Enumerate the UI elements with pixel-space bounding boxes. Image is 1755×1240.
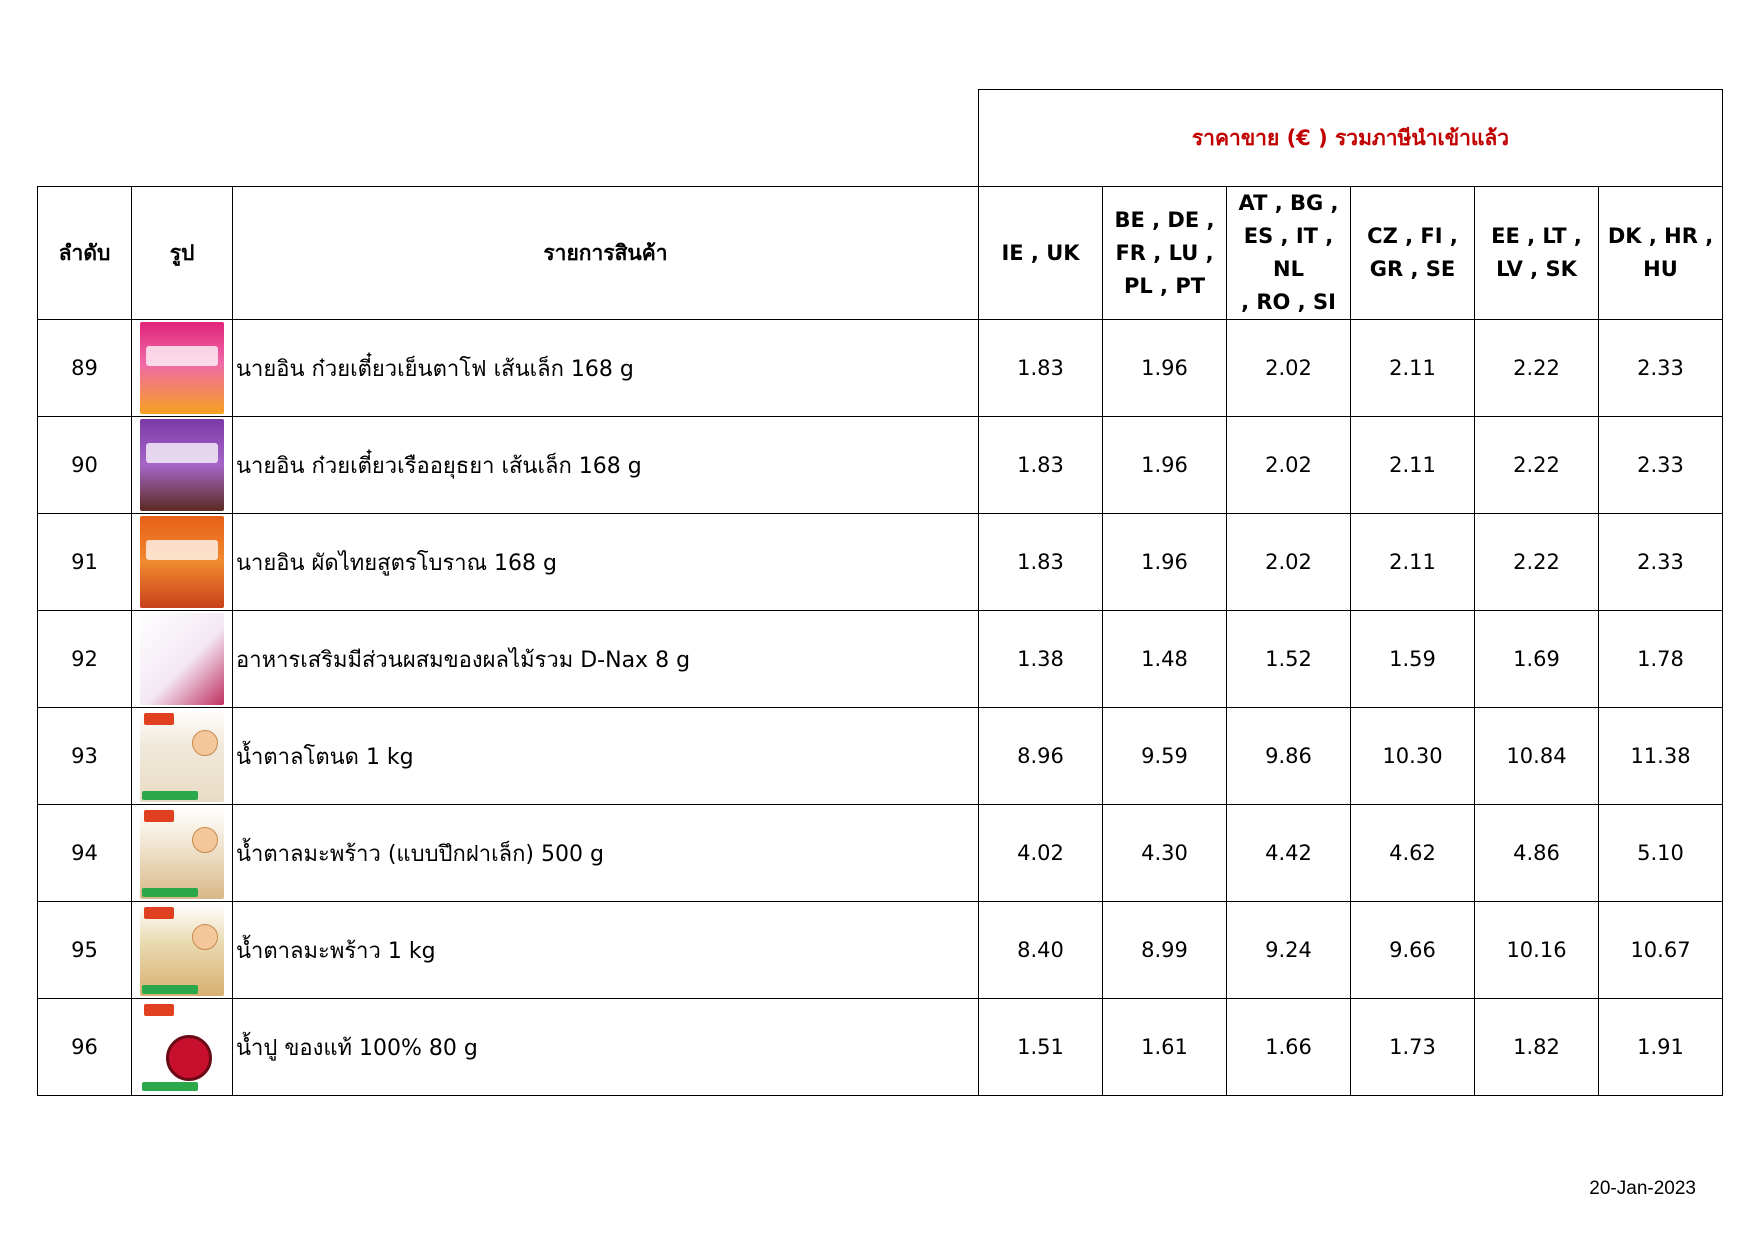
price-cell: 1.83	[979, 320, 1103, 417]
price-cell: 1.78	[1599, 611, 1723, 708]
product-image-cell	[132, 805, 233, 902]
table-row	[38, 999, 1723, 1096]
price-cell: 2.11	[1351, 320, 1475, 417]
price-cell: 1.73	[1351, 999, 1475, 1096]
blank-corner	[38, 90, 979, 187]
price-cell: 11.38	[1599, 708, 1723, 805]
product-name: น้ำตาลมะพร้าว 1 kg	[233, 902, 979, 999]
header-product: รายการสินค้า	[233, 187, 979, 320]
banner-row	[38, 90, 1723, 187]
product-image-cell	[132, 611, 233, 708]
row-number: 94	[38, 805, 132, 902]
promo-strip-icon	[142, 1082, 198, 1091]
promo-strip-icon	[142, 985, 198, 994]
package-label-icon	[146, 346, 218, 366]
table-row	[38, 514, 1723, 611]
price-cell: 1.66	[1227, 999, 1351, 1096]
price-cell: 1.61	[1103, 999, 1227, 1096]
package-label-icon	[146, 540, 218, 560]
row-number: 96	[38, 999, 132, 1096]
crab-paste-jar-icon	[140, 1001, 224, 1093]
price-cell: 2.22	[1475, 417, 1599, 514]
country-line: PL , PT	[1123, 273, 1206, 298]
price-cell: 2.33	[1599, 320, 1723, 417]
price-cell: 2.02	[1227, 320, 1351, 417]
row-number: 89	[38, 320, 132, 417]
header-seq: ลำดับ	[38, 187, 132, 320]
delivery-truck-icon	[144, 810, 174, 822]
price-cell: 2.11	[1351, 417, 1475, 514]
country-line: EE , LT ,	[1491, 224, 1582, 248]
table-row	[38, 902, 1723, 999]
price-cell: 1.96	[1103, 417, 1227, 514]
country-line: , RO , SI	[1241, 290, 1336, 314]
price-cell: 1.82	[1475, 999, 1599, 1096]
weight-badge-icon	[192, 827, 218, 853]
country-line: BE , DE ,	[1114, 207, 1215, 232]
yentafo-noodle-pack-icon	[140, 322, 224, 414]
product-name: นายอิน ผัดไทยสูตรโบราณ 168 g	[233, 514, 979, 611]
price-cell: 8.40	[979, 902, 1103, 999]
product-image-cell	[132, 708, 233, 805]
promo-strip-icon	[142, 791, 198, 800]
promo-strip-icon	[142, 888, 198, 897]
table-row	[38, 805, 1723, 902]
country-line: HU	[1643, 257, 1678, 281]
price-cell: 9.66	[1351, 902, 1475, 999]
product-image-cell	[132, 514, 233, 611]
price-cell: 8.96	[979, 708, 1103, 805]
price-cell: 4.02	[979, 805, 1103, 902]
coconut-sugar-bag-icon	[140, 904, 224, 996]
row-number: 91	[38, 514, 132, 611]
header-row	[38, 187, 1723, 320]
price-cell: 1.96	[1103, 320, 1227, 417]
price-cell: 9.59	[1103, 708, 1227, 805]
price-cell: 4.30	[1103, 805, 1227, 902]
price-cell: 8.99	[1103, 902, 1227, 999]
package-label-icon	[146, 443, 218, 463]
header-country-2	[1103, 187, 1227, 320]
row-number: 90	[38, 417, 132, 514]
coconut-sugar-cakes-icon	[140, 807, 224, 899]
price-cell: 10.16	[1475, 902, 1599, 999]
price-cell: 2.33	[1599, 417, 1723, 514]
table-row	[38, 320, 1723, 417]
country-line: GR , SE	[1369, 257, 1456, 281]
price-cell: 2.02	[1227, 417, 1351, 514]
boat-noodle-pack-icon	[140, 419, 224, 511]
price-table	[37, 89, 1723, 1096]
table-row	[38, 417, 1723, 514]
product-image-cell	[132, 999, 233, 1096]
country-line: DK , HR ,	[1607, 224, 1714, 248]
palm-sugar-tub-icon	[140, 710, 224, 802]
price-cell: 1.48	[1103, 611, 1227, 708]
price-cell: 10.67	[1599, 902, 1723, 999]
header-country-3	[1227, 187, 1351, 320]
price-cell: 9.86	[1227, 708, 1351, 805]
delivery-truck-icon	[144, 1004, 174, 1016]
table-row	[38, 708, 1723, 805]
footer-date: 20-Jan-2023	[1589, 1178, 1696, 1199]
price-cell: 2.11	[1351, 514, 1475, 611]
weight-badge-icon	[192, 924, 218, 950]
weight-badge-icon	[192, 730, 218, 756]
price-cell: 1.83	[979, 514, 1103, 611]
country-line: AT , BG ,	[1238, 191, 1339, 215]
price-banner: ราคาขาย (€ ) รวมภาษีนำเข้าแล้ว	[979, 90, 1723, 187]
product-name: นายอิน ก๋วยเตี๋ยวเรืออยุธยา เส้นเล็ก 168 g	[233, 417, 979, 514]
price-cell: 10.84	[1475, 708, 1599, 805]
jar-lid-icon	[166, 1035, 212, 1081]
row-number: 93	[38, 708, 132, 805]
product-image-cell	[132, 320, 233, 417]
price-cell: 1.38	[979, 611, 1103, 708]
pad-thai-pack-icon	[140, 516, 224, 608]
header-country-6	[1599, 187, 1723, 320]
country-line: IE , UK	[1001, 240, 1080, 265]
price-cell: 1.69	[1475, 611, 1599, 708]
price-cell: 1.83	[979, 417, 1103, 514]
product-name: น้ำตาลโตนด 1 kg	[233, 708, 979, 805]
price-cell: 1.96	[1103, 514, 1227, 611]
product-image-cell	[132, 902, 233, 999]
header-country-5	[1475, 187, 1599, 320]
country-line: FR , LU ,	[1115, 240, 1214, 265]
product-name: นายอิน ก๋วยเตี๋ยวเย็นตาโฟ เส้นเล็ก 168 g	[233, 320, 979, 417]
price-cell: 2.33	[1599, 514, 1723, 611]
dnax-supplement-icon	[140, 613, 224, 705]
price-cell: 1.51	[979, 999, 1103, 1096]
header-country-4	[1351, 187, 1475, 320]
price-cell: 9.24	[1227, 902, 1351, 999]
header-country-1	[979, 187, 1103, 320]
product-name: อาหารเสริมมีส่วนผสมของผลไม้รวม D-Nax 8 g	[233, 611, 979, 708]
table-row	[38, 611, 1723, 708]
product-name: น้ำตาลมะพร้าว (แบบปึกฝาเล็ก) 500 g	[233, 805, 979, 902]
country-line: CZ , FI ,	[1367, 224, 1458, 248]
price-cell: 1.59	[1351, 611, 1475, 708]
price-cell: 4.42	[1227, 805, 1351, 902]
price-cell: 2.22	[1475, 320, 1599, 417]
row-number: 95	[38, 902, 132, 999]
delivery-truck-icon	[144, 907, 174, 919]
product-image-cell	[132, 417, 233, 514]
price-cell: 5.10	[1599, 805, 1723, 902]
price-cell: 2.02	[1227, 514, 1351, 611]
price-cell: 1.52	[1227, 611, 1351, 708]
price-cell: 1.91	[1599, 999, 1723, 1096]
country-line: LV , SK	[1496, 257, 1577, 281]
delivery-truck-icon	[144, 713, 174, 725]
country-line: ES , IT , NL	[1243, 224, 1334, 281]
header-image: รูป	[132, 187, 233, 320]
row-number: 92	[38, 611, 132, 708]
price-cell: 4.62	[1351, 805, 1475, 902]
price-cell: 4.86	[1475, 805, 1599, 902]
product-name: น้ำปู ของแท้ 100% 80 g	[233, 999, 979, 1096]
price-cell: 10.30	[1351, 708, 1475, 805]
price-cell: 2.22	[1475, 514, 1599, 611]
